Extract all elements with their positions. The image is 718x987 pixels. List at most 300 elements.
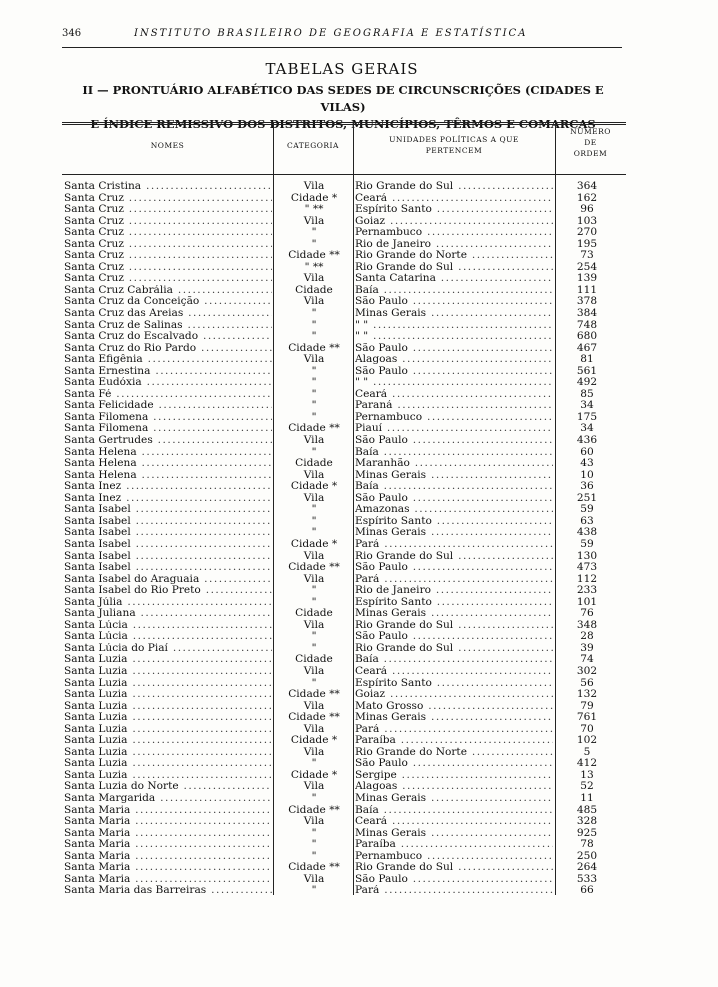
- row-name-cell: [64, 423, 272, 435]
- row-unit-cell: [355, 781, 553, 793]
- row-name-cell: [64, 239, 272, 251]
- table-row: [62, 551, 626, 563]
- political-unit: Piauí .....: [355, 423, 553, 434]
- place-name: Santa Cruz Cabrália .....: [64, 285, 272, 296]
- political-unit: Mato Grosso .....: [355, 701, 553, 712]
- order-number-cell: 412: [576, 757, 598, 770]
- place-name: Santa Luzia .....: [64, 724, 272, 735]
- category-cell: ": [311, 676, 317, 689]
- political-unit: Minas Gerais .....: [355, 470, 553, 481]
- category-cell: Cidade *: [290, 734, 338, 747]
- political-unit: São Paulo .....: [355, 493, 553, 504]
- row-unit-cell: [355, 435, 553, 447]
- table-row: [62, 273, 626, 285]
- order-number-cell: 467: [576, 341, 598, 354]
- row-unit-cell: [355, 470, 553, 482]
- political-unit: Rio Grande do Norte .....: [355, 250, 553, 261]
- order-number-cell: 251: [576, 491, 598, 504]
- political-unit: Rio de Janeiro .....: [355, 585, 553, 596]
- political-unit: São Paulo .....: [355, 435, 553, 446]
- column-header-unidades-line-2: PERTENCEM: [425, 146, 483, 155]
- order-number-cell: 139: [576, 272, 598, 285]
- order-number-cell: 81: [580, 353, 594, 366]
- political-unit: Rio de Janeiro .....: [355, 239, 553, 250]
- row-unit-cell: [355, 285, 553, 297]
- row-name-cell: [64, 793, 272, 805]
- place-name: Santa Helena .....: [64, 458, 272, 469]
- place-name: Santa Luzia .....: [64, 689, 272, 700]
- place-name: Santa Maria .....: [64, 805, 272, 816]
- row-name-cell: [64, 585, 272, 597]
- place-name: Santa Luzia .....: [64, 701, 272, 712]
- row-name-cell: [64, 654, 272, 666]
- order-number-cell: 328: [576, 815, 598, 828]
- category-cell: Vila: [303, 549, 325, 562]
- political-unit: " " .....: [355, 377, 553, 388]
- table-row: [62, 712, 626, 724]
- row-unit-cell: [355, 227, 553, 239]
- place-name: Santa Cristina .....: [64, 181, 272, 192]
- table-row: [62, 331, 626, 343]
- row-name-cell: [64, 828, 272, 840]
- order-number-cell: 36: [580, 480, 594, 493]
- row-unit-cell: [355, 481, 553, 493]
- table-row: [62, 885, 626, 897]
- row-unit-cell: [355, 747, 553, 759]
- table-row: [62, 412, 626, 424]
- order-number-cell: 56: [580, 676, 594, 689]
- table-header-rule: [62, 174, 626, 175]
- order-number-cell: 925: [576, 826, 598, 839]
- place-name: Santa Luzia .....: [64, 758, 272, 769]
- row-unit-cell: [355, 366, 553, 378]
- table-row: [62, 377, 626, 389]
- category-cell: Vila: [303, 434, 325, 447]
- category-cell: ": [311, 595, 317, 608]
- category-cell: ": [311, 237, 317, 250]
- table-row: [62, 458, 626, 470]
- place-name: Santa Lúcia .....: [64, 620, 272, 631]
- page-title: TABELAS GERAIS: [265, 60, 419, 78]
- political-unit: Alagoas .....: [355, 354, 553, 365]
- row-unit-cell: [355, 631, 553, 643]
- category-cell: ": [311, 791, 317, 804]
- category-cell: ": [311, 884, 317, 897]
- row-unit-cell: [355, 308, 553, 320]
- political-unit: Ceará .....: [355, 816, 553, 827]
- place-name: Santa Luzia .....: [64, 712, 272, 723]
- table-row: [62, 874, 626, 886]
- column-header-unidades-line-1: UNIDADES POLÍTICAS A QUE: [389, 135, 519, 144]
- row-name-cell: [64, 712, 272, 724]
- category-cell: Cidade **: [288, 861, 340, 874]
- place-name: Santa Cruz .....: [64, 193, 272, 204]
- place-name: Santa Cruz .....: [64, 227, 272, 238]
- row-unit-cell: [355, 273, 553, 285]
- order-number-cell: 13: [580, 768, 594, 781]
- table-row: [62, 793, 626, 805]
- row-unit-cell: [355, 712, 553, 724]
- row-unit-cell: [355, 735, 553, 747]
- political-unit: Pernambuco .....: [355, 227, 553, 238]
- row-name-cell: [64, 551, 272, 563]
- place-name: Santa Eudóxia .....: [64, 377, 272, 388]
- category-cell: Cidade: [295, 653, 333, 666]
- order-number-cell: 195: [576, 237, 598, 250]
- row-unit-cell: [355, 377, 553, 389]
- table-row: [62, 447, 626, 459]
- order-number-cell: 384: [576, 307, 598, 320]
- order-number-cell: 39: [580, 641, 594, 654]
- row-name-cell: [64, 193, 272, 205]
- place-name: Santa Cruz .....: [64, 204, 272, 215]
- place-name: Santa Margarida .....: [64, 793, 272, 804]
- order-number-cell: 561: [576, 364, 598, 377]
- order-number-cell: 680: [576, 330, 598, 343]
- column-header-unidades: [353, 134, 555, 156]
- row-unit-cell: [355, 666, 553, 678]
- political-unit: Pernambuco .....: [355, 412, 553, 423]
- row-unit-cell: [355, 204, 553, 216]
- political-unit: Espírito Santo .....: [355, 516, 553, 527]
- political-unit: Santa Catarina .....: [355, 273, 553, 284]
- table-row: [62, 262, 626, 274]
- row-name-cell: [64, 504, 272, 516]
- category-cell: ": [311, 838, 317, 851]
- row-unit-cell: [355, 816, 553, 828]
- row-name-cell: [64, 181, 272, 193]
- category-cell: ": [311, 849, 317, 862]
- table-row: [62, 504, 626, 516]
- political-unit: Alagoas .....: [355, 781, 553, 792]
- category-cell: Cidade **: [288, 341, 340, 354]
- place-name: Santa Isabel .....: [64, 539, 272, 550]
- row-name-cell: [64, 851, 272, 863]
- row-unit-cell: [355, 250, 553, 262]
- category-cell: Vila: [303, 272, 325, 285]
- category-cell: ": [311, 330, 317, 343]
- table-row: [62, 562, 626, 574]
- political-unit: " " .....: [355, 331, 553, 342]
- table-row: [62, 354, 626, 366]
- table-row: [62, 423, 626, 435]
- row-unit-cell: [355, 851, 553, 863]
- row-unit-cell: [355, 539, 553, 551]
- order-number-cell: 73: [580, 249, 594, 262]
- place-name: Santa Filomena .....: [64, 423, 272, 434]
- political-unit: São Paulo .....: [355, 366, 553, 377]
- row-name-cell: [64, 366, 272, 378]
- order-number-cell: 175: [576, 410, 598, 423]
- political-unit: Goiaz .....: [355, 216, 553, 227]
- category-cell: ": [311, 307, 317, 320]
- row-name-cell: [64, 747, 272, 759]
- row-name-cell: [64, 527, 272, 539]
- row-name-cell: [64, 435, 272, 447]
- table-row: [62, 747, 626, 759]
- category-cell: ": [311, 641, 317, 654]
- row-name-cell: [64, 608, 272, 620]
- row-name-cell: [64, 493, 272, 505]
- category-cell: Vila: [303, 664, 325, 677]
- order-number-cell: 63: [580, 514, 594, 527]
- political-unit: Goiaz .....: [355, 689, 553, 700]
- category-cell: ": [311, 318, 317, 331]
- political-unit: Minas Gerais .....: [355, 608, 553, 619]
- table-row: [62, 816, 626, 828]
- category-cell: Vila: [303, 180, 325, 192]
- order-number-cell: 5: [583, 745, 591, 758]
- row-name-cell: [64, 562, 272, 574]
- category-cell: Cidade **: [288, 803, 340, 816]
- political-unit: Rio Grande do Sul .....: [355, 643, 553, 654]
- row-unit-cell: [355, 216, 553, 228]
- row-name-cell: [64, 678, 272, 690]
- place-name: Santa Juliana .....: [64, 608, 272, 619]
- political-unit: Minas Gerais .....: [355, 828, 553, 839]
- place-name: Santa Isabel do Araguaia .....: [64, 574, 272, 585]
- order-number-cell: 473: [576, 561, 598, 574]
- table-row: [62, 400, 626, 412]
- table-row: [62, 770, 626, 782]
- order-number-cell: 76: [580, 607, 594, 620]
- category-cell: ": [311, 584, 317, 597]
- row-name-cell: [64, 885, 272, 897]
- table-row: [62, 227, 626, 239]
- table-row: [62, 285, 626, 297]
- row-unit-cell: [355, 608, 553, 620]
- order-number-cell: 162: [576, 191, 598, 204]
- category-cell: ": [311, 410, 317, 423]
- place-name: Santa Lúcia do Piaí .....: [64, 643, 272, 654]
- category-cell: Cidade *: [290, 768, 338, 781]
- table-row: [62, 678, 626, 690]
- order-number-cell: 233: [576, 584, 598, 597]
- row-unit-cell: [355, 793, 553, 805]
- category-cell: Vila: [303, 872, 325, 885]
- order-number-cell: 348: [576, 618, 598, 631]
- order-number-cell: 28: [580, 630, 594, 643]
- order-number-cell: 250: [576, 849, 598, 862]
- row-name-cell: [64, 516, 272, 528]
- place-name: Santa Cruz do Rio Pardo .....: [64, 343, 272, 354]
- category-cell: " **: [304, 203, 324, 216]
- row-name-cell: [64, 805, 272, 817]
- category-cell: ": [311, 826, 317, 839]
- row-unit-cell: [355, 654, 553, 666]
- category-cell: Vila: [303, 699, 325, 712]
- place-name: Santa Cruz .....: [64, 262, 272, 273]
- category-cell: Vila: [303, 295, 325, 308]
- row-unit-cell: [355, 181, 553, 193]
- order-number-cell: 264: [576, 861, 598, 874]
- political-unit: Rio Grande do Sul .....: [355, 551, 553, 562]
- table-body: [62, 181, 626, 897]
- table-row: [62, 539, 626, 551]
- order-number-cell: 11: [580, 791, 594, 804]
- order-number-cell: 132: [576, 688, 598, 701]
- order-number-cell: 78: [580, 838, 594, 851]
- place-name: Santa Maria .....: [64, 874, 272, 885]
- header-rule: [62, 47, 622, 48]
- place-name: Santa Maria .....: [64, 839, 272, 850]
- row-unit-cell: [355, 551, 553, 563]
- political-unit: Amazonas .....: [355, 504, 553, 515]
- table-row: [62, 181, 626, 193]
- row-name-cell: [64, 296, 272, 308]
- order-number-cell: 96: [580, 203, 594, 216]
- order-number-cell: 112: [576, 572, 598, 585]
- order-number-cell: 438: [576, 526, 598, 539]
- place-name: Santa Maria .....: [64, 816, 272, 827]
- place-name: Santa Ernestina .....: [64, 366, 272, 377]
- political-unit: Ceará .....: [355, 666, 553, 677]
- political-unit: Paraíba .....: [355, 839, 553, 850]
- table-row: [62, 643, 626, 655]
- place-name: Santa Cruz .....: [64, 239, 272, 250]
- row-unit-cell: [355, 412, 553, 424]
- table-top-rule: [62, 122, 626, 123]
- political-unit: Espírito Santo .....: [355, 678, 553, 689]
- order-number-cell: 364: [576, 180, 598, 192]
- category-cell: Vila: [303, 722, 325, 735]
- order-number-cell: 103: [576, 214, 598, 227]
- row-name-cell: [64, 735, 272, 747]
- category-cell: Vila: [303, 618, 325, 631]
- table-row: [62, 689, 626, 701]
- row-name-cell: [64, 643, 272, 655]
- place-name: Santa Felicidade .....: [64, 400, 272, 411]
- row-unit-cell: [355, 262, 553, 274]
- row-name-cell: [64, 574, 272, 586]
- row-name-cell: [64, 816, 272, 828]
- political-unit: Minas Gerais .....: [355, 527, 553, 538]
- row-unit-cell: [355, 516, 553, 528]
- order-number-cell: 66: [580, 884, 594, 897]
- table-row: [62, 343, 626, 355]
- order-number-cell: 270: [576, 226, 598, 239]
- place-name: Santa Luzia .....: [64, 678, 272, 689]
- table-row: [62, 724, 626, 736]
- order-number-cell: 302: [576, 664, 598, 677]
- category-cell: ": [311, 387, 317, 400]
- order-number-cell: 492: [576, 376, 598, 389]
- table-row: [62, 839, 626, 851]
- row-name-cell: [64, 285, 272, 297]
- place-name: Santa Luzia .....: [64, 747, 272, 758]
- category-cell: Cidade **: [288, 249, 340, 262]
- institution-name: INSTITUTO BRASILEIRO DE GEOGRAFIA E ESTATÍSTICA: [134, 28, 528, 39]
- row-name-cell: [64, 331, 272, 343]
- order-number-cell: 74: [580, 653, 594, 666]
- place-name: Santa Isabel .....: [64, 527, 272, 538]
- political-unit: Pará .....: [355, 574, 553, 585]
- place-name: Santa Isabel .....: [64, 504, 272, 515]
- category-cell: Vila: [303, 353, 325, 366]
- order-number-cell: 130: [576, 549, 598, 562]
- political-unit: Paraíba .....: [355, 735, 553, 746]
- place-name: Santa Isabel .....: [64, 551, 272, 562]
- row-name-cell: [64, 308, 272, 320]
- category-cell: Cidade *: [290, 480, 338, 493]
- row-name-cell: [64, 262, 272, 274]
- place-name: Santa Lúcia .....: [64, 631, 272, 642]
- political-unit: São Paulo .....: [355, 631, 553, 642]
- row-name-cell: [64, 204, 272, 216]
- table-row: [62, 735, 626, 747]
- row-name-cell: [64, 216, 272, 228]
- row-name-cell: [64, 354, 272, 366]
- place-name: Santa Luzia .....: [64, 735, 272, 746]
- row-unit-cell: [355, 493, 553, 505]
- category-cell: Vila: [303, 815, 325, 828]
- row-name-cell: [64, 447, 272, 459]
- category-cell: ": [311, 503, 317, 516]
- row-unit-cell: [355, 758, 553, 770]
- category-cell: Cidade **: [288, 422, 340, 435]
- category-cell: Vila: [303, 491, 325, 504]
- political-unit: Pará .....: [355, 539, 553, 550]
- category-cell: Vila: [303, 780, 325, 793]
- row-unit-cell: [355, 389, 553, 401]
- table-row: [62, 701, 626, 713]
- row-unit-cell: [355, 504, 553, 516]
- political-unit: Baía .....: [355, 481, 553, 492]
- row-unit-cell: [355, 458, 553, 470]
- table-row: [62, 781, 626, 793]
- place-name: Santa Helena .....: [64, 470, 272, 481]
- row-unit-cell: [355, 527, 553, 539]
- political-unit: Paraná .....: [355, 400, 553, 411]
- page-number: 346: [62, 28, 82, 39]
- political-unit: Rio Grande do Sul .....: [355, 620, 553, 631]
- row-unit-cell: [355, 689, 553, 701]
- place-name: Santa Isabel .....: [64, 516, 272, 527]
- row-name-cell: [64, 874, 272, 886]
- row-unit-cell: [355, 770, 553, 782]
- row-name-cell: [64, 724, 272, 736]
- political-unit: São Paulo .....: [355, 874, 553, 885]
- row-name-cell: [64, 400, 272, 412]
- category-cell: ": [311, 757, 317, 770]
- order-number-cell: 70: [580, 722, 594, 735]
- order-number-cell: 34: [580, 399, 594, 412]
- row-unit-cell: [355, 862, 553, 874]
- table-row: [62, 758, 626, 770]
- row-unit-cell: [355, 585, 553, 597]
- table-row: [62, 193, 626, 205]
- category-cell: Cidade *: [290, 537, 338, 550]
- order-number-cell: 748: [576, 318, 598, 331]
- place-name: Santa Efigênia .....: [64, 354, 272, 365]
- row-unit-cell: [355, 874, 553, 886]
- row-unit-cell: [355, 574, 553, 586]
- category-cell: Cidade: [295, 283, 333, 296]
- row-name-cell: [64, 758, 272, 770]
- table-row: [62, 250, 626, 262]
- row-unit-cell: [355, 296, 553, 308]
- row-name-cell: [64, 227, 272, 239]
- row-unit-cell: [355, 724, 553, 736]
- category-cell: ": [311, 514, 317, 527]
- column-header-numero-line-3: ORDEM: [573, 149, 608, 158]
- political-unit: Rio Grande do Norte .....: [355, 747, 553, 758]
- row-name-cell: [64, 620, 272, 632]
- row-unit-cell: [355, 885, 553, 897]
- order-number-cell: 101: [576, 595, 598, 608]
- political-unit: Espírito Santo .....: [355, 597, 553, 608]
- place-name: Santa Maria das Barreiras .....: [64, 885, 272, 896]
